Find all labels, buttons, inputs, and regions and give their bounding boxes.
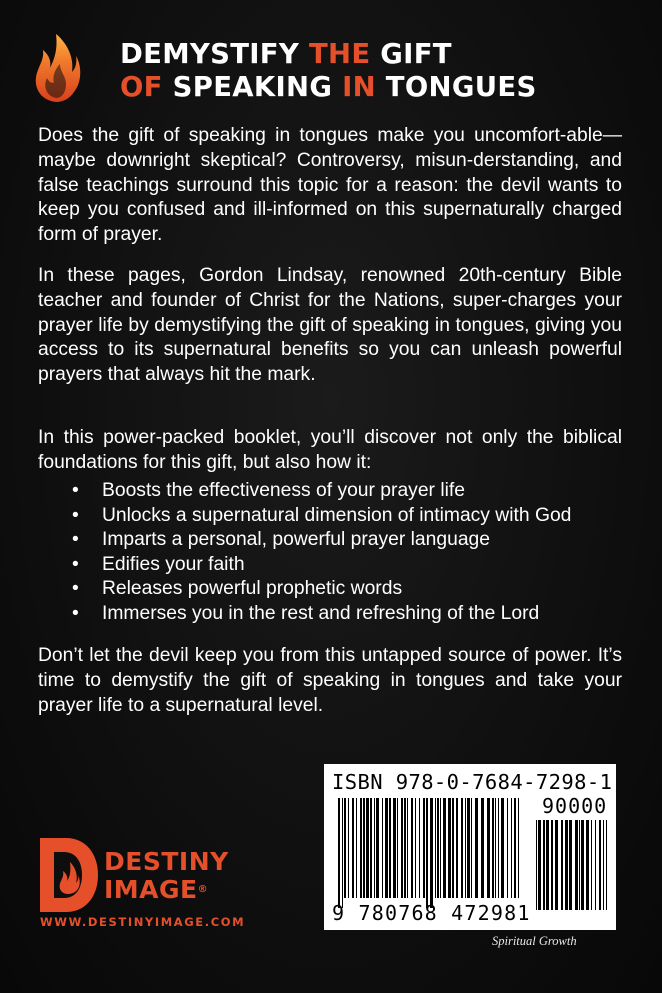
barcode-bar xyxy=(471,798,472,898)
barcode-bar xyxy=(344,798,346,898)
ean-digits: 9 780768 472981 xyxy=(332,901,531,925)
barcode-bar xyxy=(443,798,446,898)
barcode-bar xyxy=(404,798,406,898)
barcode-bar xyxy=(538,820,541,910)
barcode-bar xyxy=(495,798,496,898)
barcode-bar xyxy=(437,798,439,898)
barcode-bar xyxy=(551,820,553,910)
barcode-bar xyxy=(514,798,516,898)
barcode-bar xyxy=(546,820,549,910)
barcode-bar xyxy=(586,820,589,910)
barcode-bar xyxy=(411,798,413,898)
flame-icon xyxy=(30,32,82,104)
isbn-barcode xyxy=(324,764,616,930)
barcode-bar xyxy=(575,820,578,910)
destiny-image-logo-icon xyxy=(40,838,98,912)
author-paragraph: In these pages, Gordon Lindsay, renowned 20th-century Bible teacher and founder of Christ for the Nations, super-charges your prayer life by demystifying the gift of speaking in tongues, giving you access to its supernatural benefits so you can unleash powerful prayers that always hit the mark. xyxy=(38,265,622,386)
barcode-bar xyxy=(382,798,383,898)
barcode-bar xyxy=(360,798,362,898)
barcode-bar xyxy=(407,798,408,898)
price-code: 90000 xyxy=(542,794,608,818)
headline xyxy=(120,38,640,104)
headline-word: SPEAKING xyxy=(162,71,343,103)
barcode-bar xyxy=(543,820,545,910)
barcode-bar xyxy=(555,820,558,910)
barcode-bar xyxy=(419,798,420,898)
barcode-bar xyxy=(467,798,470,898)
barcode-bar xyxy=(591,820,592,910)
list-item: • Releases powerful prophetic words xyxy=(72,577,632,602)
headline-accent-word: THE xyxy=(308,38,371,70)
barcode-bar xyxy=(581,820,584,910)
barcode-bar xyxy=(415,798,416,898)
headline-word: TONGUES xyxy=(375,71,537,103)
barcode-bar xyxy=(501,798,504,898)
publisher-name-line-1: DESTINY xyxy=(104,847,229,876)
headline-accent-word: OF xyxy=(120,71,163,103)
intro-paragraph: Does the gift of speaking in tongues make you uncomfort-able—maybe downright skeptical? Controversy, misun-derstanding, and false teachings surround this topic for a reason: the devil wants to keep you confused and ill-informed on this supernaturally charged form of prayer. xyxy=(38,125,622,246)
list-item: • Edifies your faith xyxy=(72,553,632,578)
registered-mark: ® xyxy=(197,884,209,895)
barcode-bar xyxy=(465,798,466,898)
barcode-bar xyxy=(435,798,436,898)
barcode-bar xyxy=(561,820,563,910)
barcode-bar xyxy=(518,798,519,898)
benefits-list xyxy=(72,479,632,626)
barcode-bar xyxy=(348,798,349,898)
barcode-bar xyxy=(452,798,454,898)
barcode-bar xyxy=(456,798,458,898)
headline-word: DEMYSTIFY xyxy=(120,38,309,70)
barcode-bar xyxy=(338,798,340,908)
barcode-bar xyxy=(440,798,441,898)
headline-line-2 xyxy=(120,71,640,104)
barcode-bar xyxy=(507,798,508,898)
barcode-bar xyxy=(393,798,396,898)
barcode-bar xyxy=(397,798,398,898)
list-item: • Imparts a personal, powerful prayer language xyxy=(72,528,632,553)
barcode-bar xyxy=(401,798,403,898)
barcode-bar xyxy=(363,798,365,898)
barcode-bar xyxy=(389,798,391,898)
barcode-bar xyxy=(356,798,357,898)
barcode-bar xyxy=(565,820,568,910)
barcode-bar xyxy=(595,820,596,910)
barcode-bar xyxy=(579,820,580,910)
barcode-bar xyxy=(475,798,478,898)
barcode-bar xyxy=(461,798,463,898)
barcode-bar xyxy=(385,798,388,898)
headline-word: GIFT xyxy=(370,38,452,70)
barcode-bar xyxy=(374,798,375,898)
addon-bars xyxy=(536,820,610,920)
barcode-bar xyxy=(370,798,372,898)
barcode-bar xyxy=(569,820,572,910)
barcode-bar xyxy=(487,798,490,898)
barcode-bar xyxy=(481,798,484,898)
list-item: • Immerses you in the rest and refreshing of the Lord xyxy=(72,602,632,627)
publisher-name-line-2: IMAGE xyxy=(104,875,198,904)
barcode-bar xyxy=(536,820,537,910)
list-item: • Boosts the effectiveness of your prayer life xyxy=(72,479,632,504)
barcode-bar xyxy=(352,798,354,898)
list-item: • Unlocks a supernatural dimension of intimacy with God xyxy=(72,504,632,529)
discover-paragraph: In this power-packed booklet, you’ll discover not only the biblical foundations for this gift, but also how it: xyxy=(38,427,622,473)
barcode-bar xyxy=(599,820,601,910)
category-label: Spiritual Growth xyxy=(492,934,577,948)
barcode-bar xyxy=(448,798,451,898)
barcode-bar xyxy=(376,798,379,898)
barcode-bar xyxy=(603,820,604,910)
barcode-bar xyxy=(511,798,512,898)
barcode-bar xyxy=(498,798,499,898)
publisher-name xyxy=(104,848,229,904)
barcode-bar xyxy=(606,820,607,910)
barcode-bar xyxy=(426,798,428,908)
isbn-number: ISBN 978-0-7684-7298-1 xyxy=(332,770,613,794)
publisher-url: WWW.DESTINYIMAGE.COM xyxy=(40,915,246,929)
headline-line-1 xyxy=(120,38,640,71)
barcode-bar xyxy=(366,798,369,898)
headline-accent-word: IN xyxy=(342,71,376,103)
barcode-bar xyxy=(423,798,425,898)
barcode-bar xyxy=(492,798,494,898)
closing-paragraph: Don’t let the devil keep you from this untapped source of power. It’s time to demystify the gift of speaking in tongues and take your prayer life to a supernatural level. xyxy=(38,645,622,716)
barcode-bar xyxy=(430,798,433,908)
ean-bars xyxy=(338,798,524,908)
barcode-bar xyxy=(342,798,343,908)
